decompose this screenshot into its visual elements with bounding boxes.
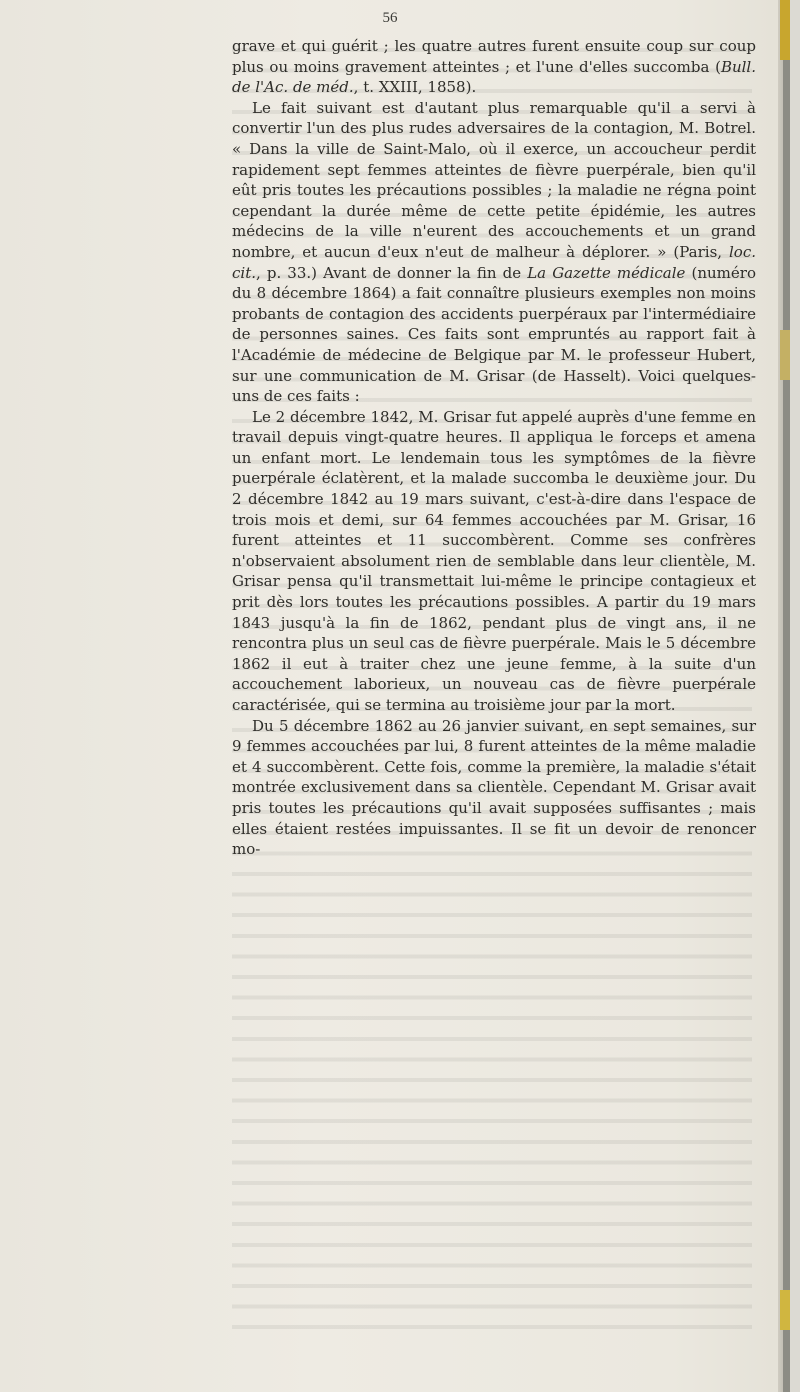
page-number: 56 <box>382 10 398 26</box>
italic-text: La Gazette médicale <box>527 263 686 282</box>
page-edge-accent-top <box>780 0 790 60</box>
text-run: Le fait suivant est d'autant plus remarquable qu'il a servi à convertir l'un des plus rudes adversaires de la contagion, M. Botrel. « Dans la ville de Saint-Malo, où il exerce, un accoucheur perdit rapidement sept femmes atteintes de fièvre puerpérale, bien qu'il eût pris toutes les précautions possibles ; la maladie ne régna point cependant la durée même de cette petite épidémie, les autres médecins de la ville n'eurent des accouchements et un grand nombre, et aucun d'eux n'eut de malheur à déplorer. » (Paris, <box>232 98 756 261</box>
page-edge-bar <box>783 0 790 1392</box>
paragraph-p1 <box>232 36 756 98</box>
text-run: Le 2 décembre 1842, M. Grisar fut appelé auprès d'une femme en travail depuis vingt-quatre heures. Il appliqua le forceps et amena un enfant mort. Le lendemain tous les symptômes de la fièvre puerpérale éclatèrent, et la malade succomba le deuxième jour. Du 2 décembre 1842 au 19 mars suivant, c'est-à-dire dans l'espace de trois mois et demi, sur 64 femmes accouchées par M. Grisar, 16 furent atteintes et 11 succombèrent. Comme ses confrères n'observaient absolument rien de semblable dans leur clientèle, M. Grisar pensa qu'il transmettait lui-même le principe contagieux et prit dès lors toutes les précautions possibles. A partir du 19 mars 1843 jusqu'à la fin de 1862, pendant plus de vingt ans, il ne rencontra plus un seul cas de fièvre puerpérale. Mais le 5 décembre 1862 il eut à traiter chez une jeune femme, à la suite d'un accouchement laborieux, un nouveau cas de fièvre puerpérale caractérisée, qui se termina au troisième jour par la mort. <box>232 407 756 714</box>
text-run: grave et qui guérit ; les quatre autres furent ensuite coup sur coup plus ou moins gravement atteintes ; et l'une d'elles succomba ( <box>232 37 756 76</box>
paragraph-p3 <box>232 407 756 716</box>
page-edge-accent-bottom <box>780 1290 790 1330</box>
paragraph-p4 <box>232 716 756 860</box>
text-run: Du 5 décembre 1862 au 26 janvier suivant, en sept semaines, sur 9 femmes accouchées par lui, 8 furent atteintes de la même maladie et 4 succombèrent. Cette fois, comme la première, la maladie s'était montrée exclusivement dans sa clientèle. Cependant M. Grisar avait pris toutes les précautions qu'il avait supposées suffisantes ; mais elles étaient restées impuissantes. Il se fit un devoir de renoncer mo- <box>232 716 756 859</box>
body-text <box>232 36 756 860</box>
page-edge-accent-mid <box>780 330 790 380</box>
italic-text: Bull. de l'Ac. de méd. <box>232 57 756 97</box>
paragraph-p2 <box>232 98 756 407</box>
italic-text: loc. cit. <box>232 242 756 282</box>
text-run: , t. XXIII, 1858). <box>353 78 477 97</box>
text-run: (numéro du 8 décembre 1864) a fait connaître plusieurs exemples non moins probants de contagion des accidents puerpéraux par l'intermédiaire de personnes saines. Ces faits sont empruntés au rapport fait à l'Académie de médecine de Belgique par M. le professeur Hubert, sur une communication de M. Grisar (de Hasselt). Voici quelques-uns de ces faits : <box>232 263 756 406</box>
text-run: , p. 33.) Avant de donner la fin de <box>256 263 528 282</box>
